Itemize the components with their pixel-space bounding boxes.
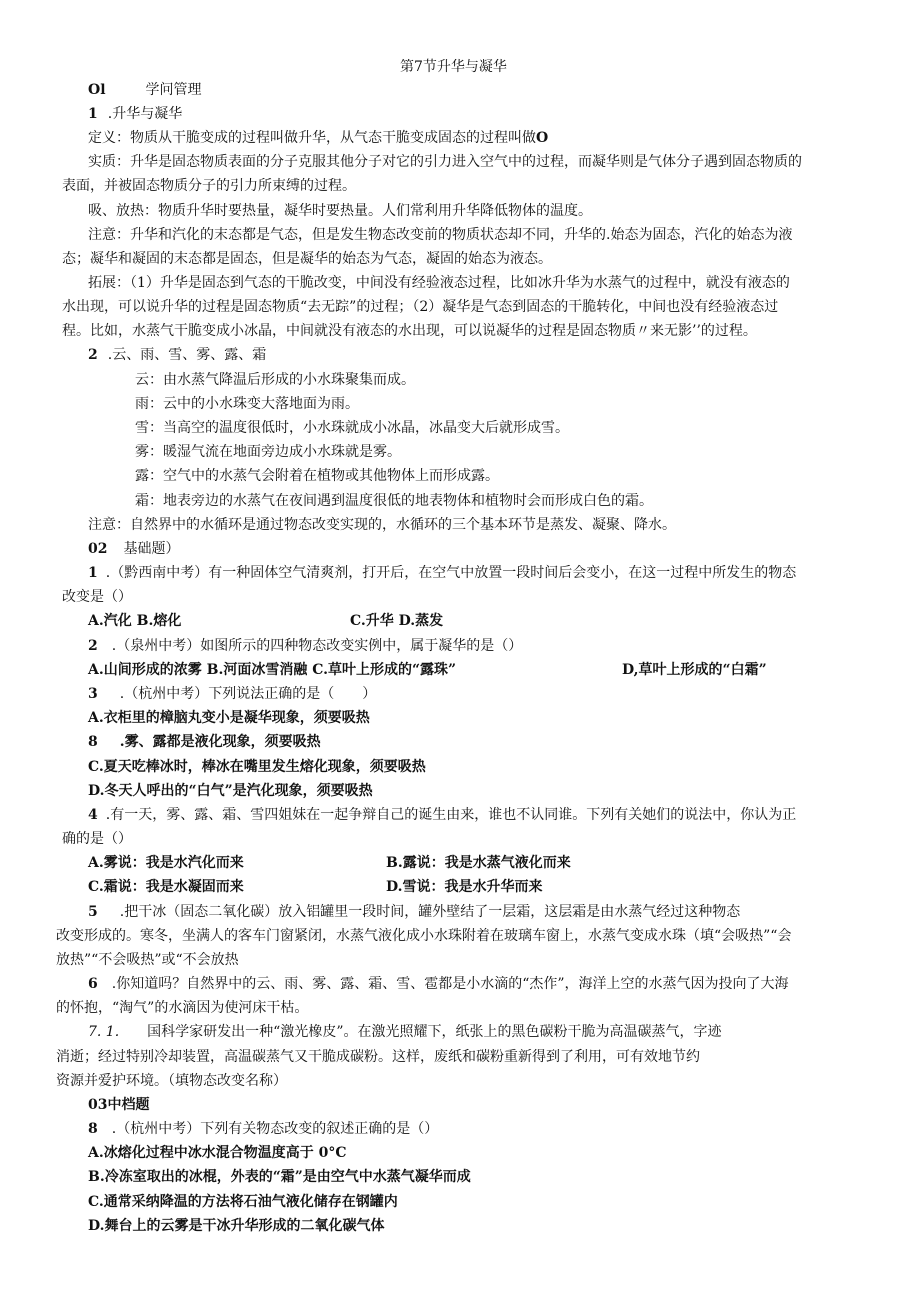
question-8-option-d: D.舞台上的云雾是干冰升华形成的二氧化碳气体 xyxy=(88,1218,385,1234)
question-1-option-ab: A.汽化 B.熔化 xyxy=(88,613,182,629)
question-5-line-3: 放热”“不会吸热”或“不会放热 xyxy=(56,952,239,968)
knowledge-1-heading: 1 .升华与凝华 xyxy=(88,106,183,122)
question-8-option-b: B.冷冻室取出的冰棍，外表的“霜”是由空气中水蒸气凝华而成 xyxy=(88,1169,471,1185)
weather-frost: 霜：地表旁边的水蒸气在夜间遇到温度很低的地表物体和植物时会而形成白色的霜。 xyxy=(135,493,653,509)
question-8-option-a: A.冰熔化过程中冰水混合物温度高于 0°C xyxy=(88,1145,347,1161)
question-4-line-1: 4 .有一天，雾、露、霜、雪四姐妹在一起争辩自己的诞生由来，谁也不认同谁。下列有关她们的说法中，你认为正 xyxy=(88,807,797,823)
question-4-option-c: C.霜说：我是水凝固而来 xyxy=(88,879,244,895)
question-7-line-1: 7. 1. 国科学家研发出一种“激光橡皮”。在激光照耀下，纸张上的黑色碳粉干脆为高温碳蒸气，字迹 xyxy=(88,1024,722,1040)
question-5-line-2: 改变形成的。寒冬，坐满人的客车门窗紧闭，水蒸气液化成小水珠附着在玻璃车窗上，水蒸气变成水珠（填“会吸热”“会 xyxy=(56,928,792,944)
section-1-number: Ol xyxy=(88,82,106,98)
question-4-option-d: D.雪说：我是水升华而来 xyxy=(386,879,543,895)
weather-dew: 露：空气中的水蒸气会附着在植物或其他物体上而形成露。 xyxy=(135,468,499,484)
question-3-option-d: D.冬天人呼出的“白气”是汽化现象，须要吸热 xyxy=(88,783,373,799)
question-4-option-a: A.雾说：我是水汽化而来 xyxy=(88,855,244,871)
question-8-stem: 8 .（杭州中考）下列有关物态改变的叙述正确的是（） xyxy=(88,1121,439,1137)
question-2-stem: 2 .（泉州中考）如图所示的四种物态改变实例中，属于凝华的是（） xyxy=(88,638,523,654)
question-4-line-2: 确的是（） xyxy=(62,831,132,847)
note-1-line-2: 态；凝华和凝固的末态都是固态，但是凝华的始态为气态，凝固的始态为液态。 xyxy=(62,251,552,267)
section-2-heading: 02 基础题） xyxy=(88,541,180,557)
question-1-option-cd: C.升华 D.蒸发 xyxy=(350,613,444,629)
question-3-option-a: A.衣柜里的樟脑丸变小是凝华现象，须要吸热 xyxy=(88,710,370,726)
section-1-label: 学问管理 xyxy=(145,82,202,98)
section-1-heading xyxy=(88,80,202,100)
note-1-line-1: 注意：升华和汽化的末态都是气态，但是发生物态改变前的物质状态却不同，升华的.始态为固态，汽化的始态为液 xyxy=(88,227,793,243)
question-6-line-1: 6 .你知道吗？自然界中的云、雨、雾、露、霜、雪、雹都是小水滴的“杰作”，海洋上空的水蒸气因为投向了大海 xyxy=(88,976,789,992)
weather-fog: 雾：暖湿气流在地面旁边成小水珠就是雾。 xyxy=(135,444,401,460)
essence-line-1: 实质：升华是固态物质表面的分子克服其他分子对它的引力进入空气中的过程，而凝华则是气体分子遇到固态物质的 xyxy=(88,154,802,170)
question-7-line-3: 资源并爱护环境。（填物态改变名称） xyxy=(56,1073,287,1089)
weather-snow: 雪：当高空的温度很低时，小水珠就成小冰晶，冰晶变大后就形成雪。 xyxy=(135,420,569,436)
question-7-line-2: 消逝；经过特别冷却装置，高温碳蒸气又干脆成碳粉。这样，废纸和碳粉重新得到了利用，可有效地节约 xyxy=(56,1049,700,1065)
extension-line-3: 程。比如，水蒸气干脆变成小冰晶，中间就没有液态的水出现，可以说凝华的过程是固态物质〃来无影’’的过程。 xyxy=(62,323,757,339)
question-5-line-1: 5 .把干冰（固态二氧化碳）放入铝罐里一段时间，罐外壁结了一层霜，这层霜是由水蒸气经过这种物态 xyxy=(88,904,741,920)
note-2: 注意：自然界中的水循环是通过物态改变实现的，水循环的三个基本环节是蒸发、凝聚、降水。 xyxy=(88,517,676,533)
definition-line: 定义：物质从干脆变成的过程叫做升华，从气态干脆变成固态的过程叫做O xyxy=(88,130,549,146)
extension-line-2: 水出现，可以说升华的过程是固态物质“去无踪”的过程；（2）凝华是气态到固态的干脆转化，中间也没有经验液态过 xyxy=(62,299,779,315)
question-6-line-2: 的怀抱，“淘气”的水滴因为使河床干枯。 xyxy=(56,1000,309,1016)
question-2-options-abc: A.山间形成的浓雾 B.河面冰雪消融 C.草叶上形成的“露珠” xyxy=(88,662,457,678)
section-3-heading: 03中档题 xyxy=(88,1097,150,1113)
extension-line-1: 拓展：（1）升华是固态到气态的干脆改变，中间没有经验液态过程，比如冰升华为水蒸气的过程中，就没有液态的 xyxy=(88,275,790,291)
page-title: 第7节升华与凝华 xyxy=(400,59,507,75)
question-3-option-c: C.夏天吃棒冰时，棒冰在嘴里发生熔化现象，须要吸热 xyxy=(88,759,426,775)
question-3-stem: 3 .（杭州中考）下列说法正确的是（ ） xyxy=(88,686,377,702)
weather-cloud: 云：由水蒸气降温后形成的小水珠聚集而成。 xyxy=(135,372,415,388)
question-8-option-c: C.通常采纳降温的方法将石油气液化储存在钢罐内 xyxy=(88,1194,398,1210)
knowledge-2-heading: 2 .云、雨、雪、雾、露、霜 xyxy=(88,347,267,363)
question-4-option-b: B.露说：我是水蒸气液化而来 xyxy=(386,855,571,871)
question-1-line-2: 改变是（） xyxy=(62,589,132,605)
weather-rain: 雨：云中的小水珠变大落地面为雨。 xyxy=(135,396,359,412)
essence-line-2: 表面，并被固态物质分子的引力所束缚的过程。 xyxy=(62,178,356,194)
question-1-line-1: 1 .（黔西南中考）有一种固体空气清爽剂，打开后，在空气中放置一段时间后会变小，在这一过程中所发生的物态 xyxy=(88,565,797,581)
question-2-option-d: D,草叶上形成的“白霜” xyxy=(622,662,767,678)
heat-line: 吸、放热：物质升华时要热量，凝华时要热量。人们常利用升华降低物体的温度。 xyxy=(88,203,592,219)
question-3-option-b: 8 .雾、露都是液化现象，须要吸热 xyxy=(88,734,321,750)
